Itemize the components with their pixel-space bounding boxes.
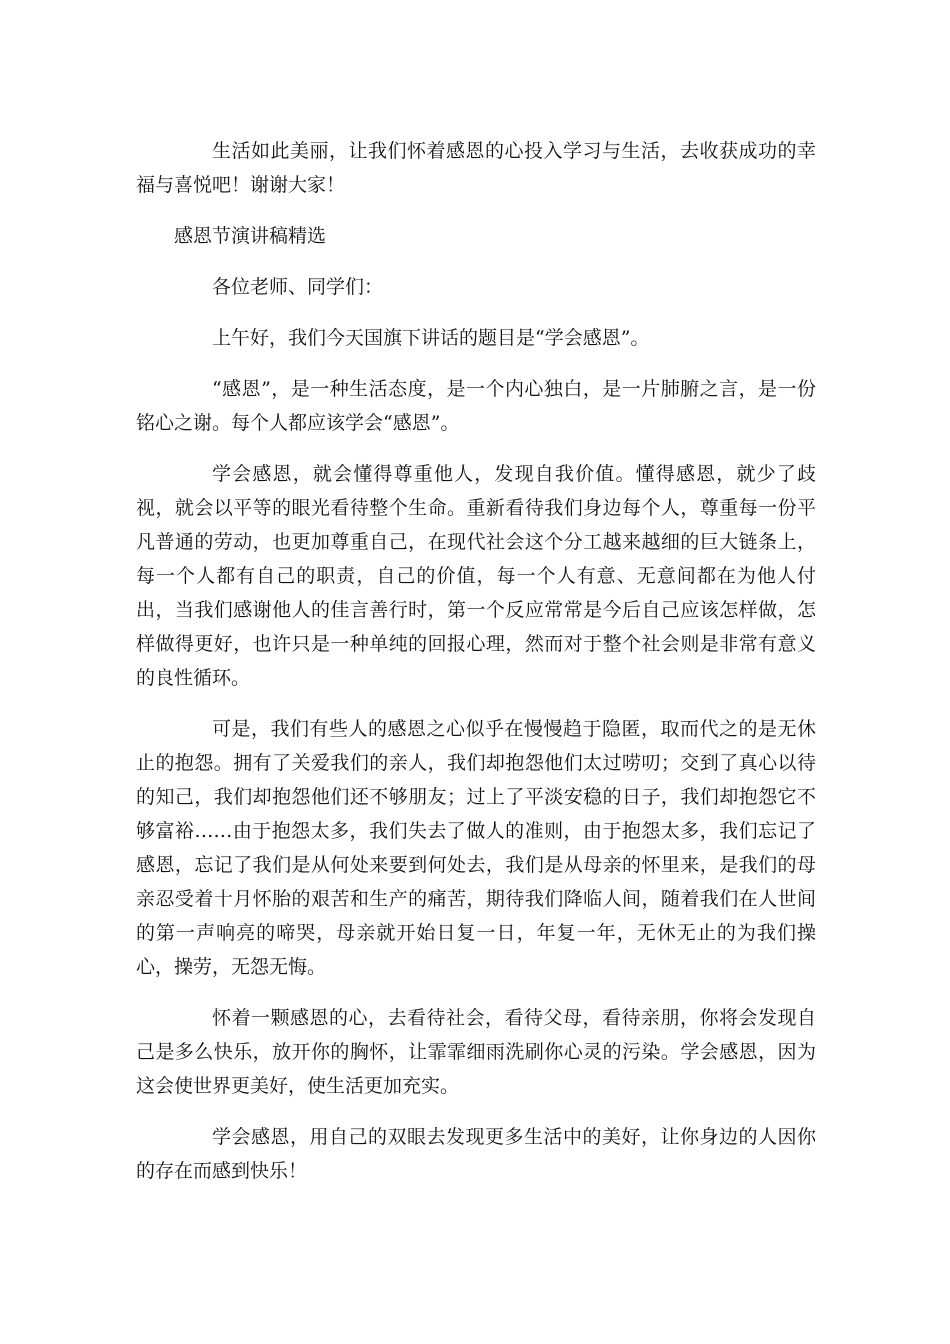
- document-body: [136, 134, 816, 1205]
- body-paragraph: 可是，我们有些人的感恩之心似乎在慢慢趋于隐匿，取而代之的是无休止的抱怨。拥有了关爱我们的亲人，我们却抱怨他们太过唠叨；交到了真心以待的知己，我们却抱怨他们还不够朋友；过上了平淡安稳的日子，我们却抱怨它不够富裕……由于抱怨太多，我们失去了做人的准则，由于抱怨太多，我们忘记了感恩，忘记了我们是从何处来要到何处去，我们是从母亲的怀里来，是我们的母亲忍受着十月怀胎的艰苦和生产的痛苦，期待我们降临人间，随着我们在人世间的第一声响亮的啼哭，母亲就开始日复一日，年复一年，无休无止的为我们操心，操劳，无怨无悔。: [136, 718, 816, 978]
- greeting-paragraph: 上午好，我们今天国旗下讲话的题目是“学会感恩”。: [212, 327, 650, 349]
- conclusion-paragraph: 学会感恩，用自己的双眼去发现更多生活中的美好，让你身边的人因你的存在而感到快乐！: [136, 1126, 816, 1182]
- definition-paragraph: “感恩”，是一种生活态度，是一个内心独白，是一片肺腑之言，是一份铭心之谢。每个人都应该学会“感恩”。: [136, 378, 816, 434]
- body-paragraph: 学会感恩，就会懂得尊重他人，发现自我价值。懂得感恩，就少了歧视，就会以平等的眼光看待整个生命。重新看待我们身边每个人，尊重每一份平凡普通的劳动，也更加尊重自己，在现代社会这个分工越来越细的巨大链条上，每一个人都有自己的职责，自己的价值，每一个人有意、无意间都在为他人付出，当我们感谢他人的佳言善行时，第一个反应常常是今后自己应该怎样做，怎样做得更好，也许只是一种单纯的回报心理，然而对于整个社会则是非常有意义的良性循环。: [136, 463, 816, 689]
- body-paragraph: 怀着一颗感恩的心，去看待社会，看待父母，看待亲朋，你将会发现自己是多么快乐，放开你的胸怀，让霏霏细雨洗刷你心灵的污染。学会感恩，因为这会使世界更美好，使生活更加充实。: [136, 1007, 816, 1097]
- closing-paragraph: 生活如此美丽，让我们怀着感恩的心投入学习与生活，去收获成功的幸福与喜悦吧！谢谢大家！: [136, 140, 816, 196]
- speech-title: 感恩节演讲稿精选: [174, 225, 327, 247]
- salutation: 各位老师、同学们：: [212, 276, 384, 298]
